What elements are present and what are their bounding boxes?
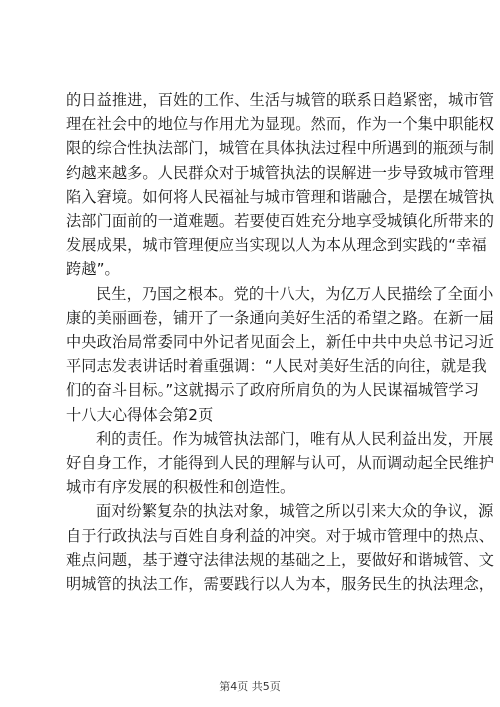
paragraph <box>66 427 495 500</box>
text-line: 的日益推进，百姓的工作、生活与城管的联系日趋紧密，城市管 <box>66 91 495 109</box>
text-line: 十八大心得体会第2页 <box>66 405 214 424</box>
text-line: 好自身工作，才能得到人民的理解与认可，从而调动起全民维护 <box>66 454 495 473</box>
text-line: 民生，乃国之根本。党的十八大，为亿万人民描绘了全面小 <box>96 284 494 303</box>
paragraph <box>66 499 495 596</box>
text-line: 发展成果，城市管理便应当实现以人为本从理念到实践的“幸福 <box>66 236 487 255</box>
text-line: 们的奋斗目标。”这就揭示了政府所肩负的为人民谋福城管学习 <box>66 381 480 400</box>
text-line: 理在社会中的地位与作用尤为显现。然而，作为一个集中职能权 <box>66 115 495 134</box>
text-line: 陷入窘境。如何将人民福祉与城市管理和谐融合，是摆在城管执 <box>66 187 495 206</box>
document-body <box>66 88 495 596</box>
text-line: 平同志发表讲话时着重强调：“人民对美好生活的向往，就是我 <box>66 357 487 376</box>
paragraph <box>66 282 495 427</box>
text-line: 面对纷繁复杂的执法对象，城管之所以引来大众的争议，源 <box>96 502 494 521</box>
text-line: 法部门面前的一道难题。若要使百姓充分地享受城镇化所带来的 <box>66 212 495 231</box>
text-line: 约越来越多。人民群众对于城管执法的误解进一步导致城市管理 <box>66 163 495 182</box>
text-line: 限的综合性执法部门，城管在具体执法过程中所遇到的瓶颈与制 <box>66 139 495 158</box>
text-line: 跨越”。 <box>66 260 120 279</box>
text-line: 中央政治局常委同中外记者见面会上，新任中共中央总书记习近 <box>66 333 495 352</box>
text-line: 自于行政执法与百姓自身利益的冲突。对于城市管理中的热点、 <box>66 526 495 545</box>
paragraph <box>66 88 495 282</box>
text-line: 康的美丽画卷，铺开了一条通向美好生活的希望之路。在新一届 <box>66 308 495 327</box>
text-line: 利的责任。作为城管执法部门，唯有从人民利益出发，开展 <box>96 429 494 448</box>
text-line: 难点问题，基于遵守法律法规的基础之上，要做好和谐城管、文 <box>66 550 495 569</box>
text-line: 明城管的执法工作，需要践行以人为本，服务民生的执法理念， <box>66 575 495 594</box>
text-line: 城市有序发展的积极性和创造性。 <box>66 478 296 497</box>
page-footer: 第4页 共5页 <box>219 680 281 693</box>
